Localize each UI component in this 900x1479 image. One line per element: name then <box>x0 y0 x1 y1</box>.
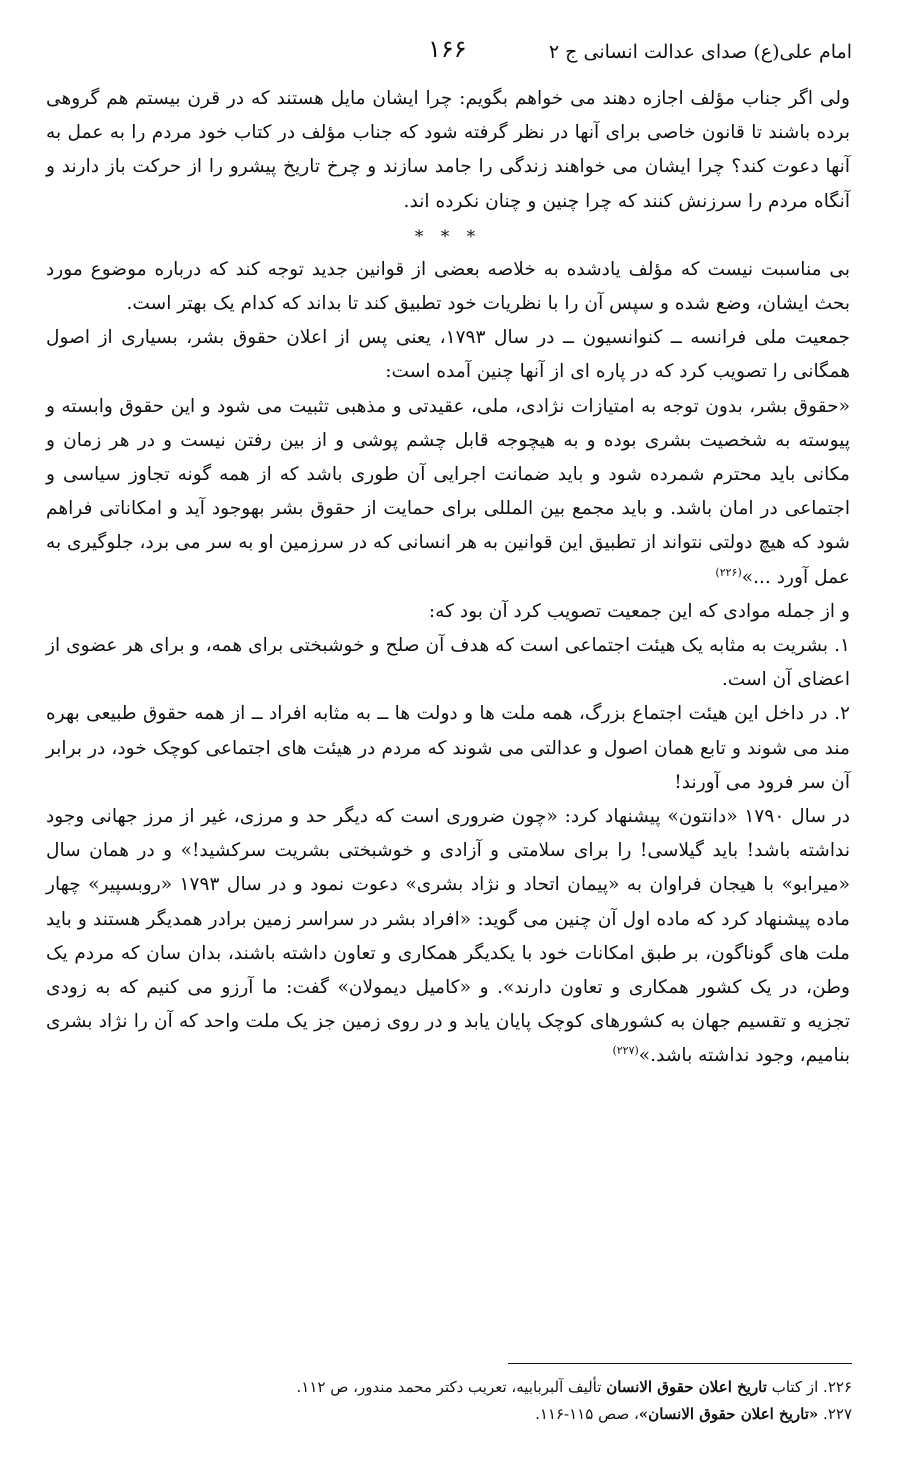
paragraph-text: در سال ۱۷۹۰ «دانتون» پیشنهاد کرد: «چون ضروری است که دیگر حد و مرزی، غیر از مرز جهانی وجود نداشته باشد! باید گیلاسی! را برای سلامتی و آزادی و خوشبختی بشریت سرکشید!» و در همان سال «میرابو» با هیجان فراوان به «پیمان اتحاد و نژاد بشری» دعوت نمود و در سال ۱۷۹۳ «روبسپیر» چهار ماده پیشنهاد کرد که ماده اول آن چنین می گوید: «افراد بشر در سراسر زمین برادر همدیگر هستند و باید ملت های گوناگون، بر طبق امکانات خود با یکدیگر همکاری و تعاون داشته باشند، بدان سان که مردم یک وطن، در یک کشور همکاری و تعاون دارند». و «کامیل دیمولان» گفت: ما آرزو می کنیم که به زودی تجزیه و تقسیم جهان به کشورهای کوچک پایان یابد و در روی زمین جز یک ملت واحد که آن را نژاد بشری بنامیم، وجود نداشته باشد.» <box>46 806 851 1067</box>
quote-text: «حقوق بشر، بدون توجه به امتیازات نژادی، ملی، عقیدتی و مذهبی تثبیت می شود و این حقوق وابسته و پیوسته به شخصیت بشری بوده و به هیچوجه قابل چشم پوشی و از بین رفتن نیست و در هر زمان و مکانی باید محترم شمرده شود و باید ضمانت اجرایی آن طوری باشد که از همه گونه تجاوز سیاسی و اجتماعی در امان باشد. و باید مجمع بین المللی برای حمایت از حقوق بشر بهوجود آید و امکاناتی فراهم شود که هیچ دولتی نتواند از تطبیق این قوانین به هر انسانی که در سرزمین او به سر می برد، جلوگیری به عمل آورد ...» <box>46 395 850 588</box>
paragraph: و از جمله موادی که این جمعیت تصویب کرد آن بود که: <box>428 600 850 622</box>
footnote-ref[interactable]: (۲۲۶) <box>715 565 742 579</box>
running-title: امام علی(ع) صدای عدالت انسانی ج ۲ <box>548 41 852 63</box>
quoted-paragraph <box>46 390 850 595</box>
footnote-ref[interactable]: (۲۲۷) <box>612 1044 639 1058</box>
footnote-book-title: «تاریخ اعلان حقوق الانسان» <box>638 1405 819 1423</box>
footnote-text: ، صص ۱۱۵-۱۱۶. <box>535 1405 639 1423</box>
page-number: ۱۶۶ <box>428 35 467 63</box>
paragraph: جمعیت ملی فرانسه ــ کنوانسیون ــ در سال ۱۷۹۳، یعنی پس از اعلان حقوق بشر، بسیاری از اصول همگانی را تصویب کرد که در پاره ای از آنها چنین آمده است: <box>46 327 850 383</box>
section-separator: * * * <box>414 226 482 247</box>
list-item: ۲. در داخل این هیئت اجتماع بزرگ، همه ملت ها و دولت ها ــ به مثابه افراد ــ از همه حقوق طبیعی بهره مند می شوند و تابع همان اصول و عدالتی می شوند که مردم در هیئت های اجتماعی کوچک خود، در برابر آن سر فرود می آورند! <box>46 703 850 793</box>
footnote <box>92 1374 852 1401</box>
footnote-number: ۲۲۷. <box>823 1405 852 1423</box>
footnotes <box>92 1374 852 1428</box>
page-header <box>0 34 900 74</box>
list-item: ۱. بشریت به مثابه یک هیئت اجتماعی است که هدف آن صلح و خوشبختی برای همه، و برای هر عضوی از اعضای آن است. <box>46 635 850 691</box>
footnote-divider <box>508 1363 852 1364</box>
footnote-text: تألیف آلبربابیه، تعریب دکتر محمد مندور، ص ۱۱۲. <box>296 1378 602 1396</box>
footnote <box>92 1401 852 1428</box>
paragraph: بی مناسبت نیست که مؤلف یادشده به خلاصه بعضی از قوانین جدید توجه کند که درباره موضوع مورد بحث ایشان، وضع شده و سپس آن را با نظریات خود تطبیق کند تا بداند که کدام یک بهتر است. <box>46 258 850 315</box>
main-text <box>46 82 850 1074</box>
footnote-text: از کتاب <box>771 1378 819 1396</box>
paragraph <box>46 800 850 1074</box>
footnote-book-title: تاریخ اعلان حقوق الانسان <box>606 1378 767 1396</box>
footnote-number: ۲۲۶. <box>823 1378 852 1396</box>
paragraph: ولی اگر جناب مؤلف اجازه دهند می خواهم بگویم: چرا ایشان مایل هستند که در قرن بیستم هم گروهی برده باشند تا قانون خاصی برای آنها در نظر گرفته شود که جناب مؤلف در کتاب خود مردم را به عمل به آنها دعوت کند؟ چرا ایشان می خواهند زندگی را جامد سازند و چرخ تاریخ پیشرو را از حرکت باز دارند و آنگاه مردم را سرزنش کنند که چرا چنین و چنان نکرده اند. <box>46 88 850 212</box>
